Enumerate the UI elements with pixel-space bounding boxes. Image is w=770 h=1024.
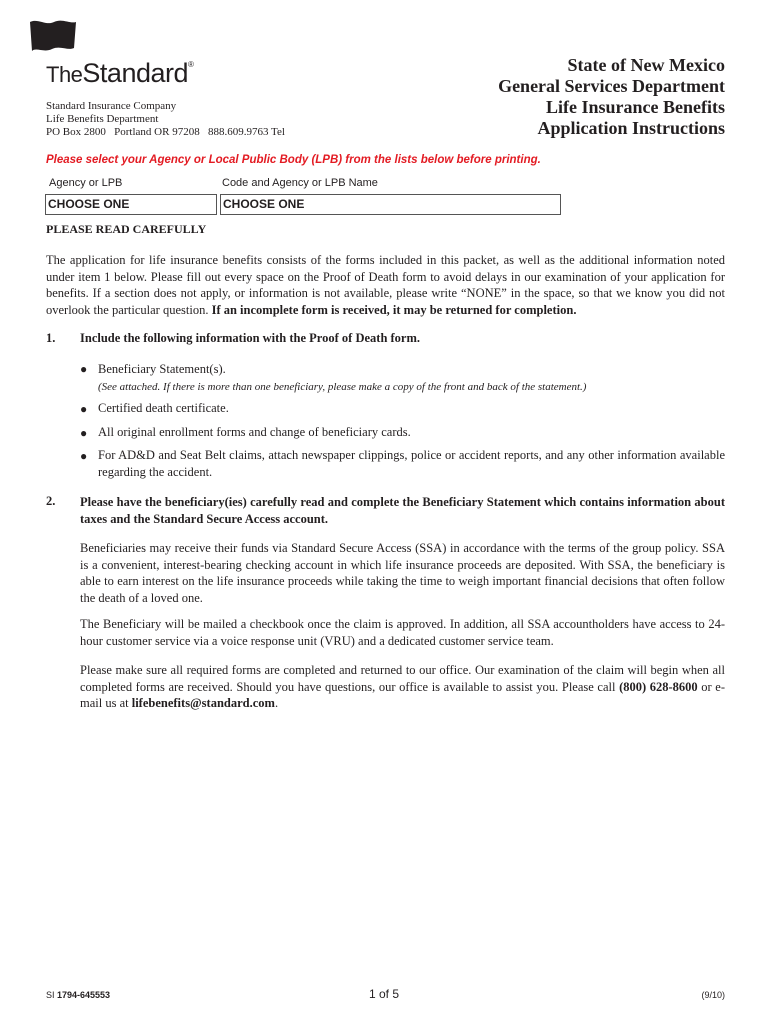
phone-number: (800) 628-8600 (619, 679, 698, 694)
bullet-enrollment-forms: All original enrollment forms and change of beneficiary cards. (98, 425, 411, 439)
page-number: 1 of 5 (369, 987, 400, 1001)
email-link[interactable]: lifebenefits@standard.com (131, 696, 275, 710)
company-address (46, 100, 285, 139)
form-number (46, 990, 110, 1000)
title-line-benefits: Life Insurance Benefits (546, 97, 725, 117)
document-title (498, 55, 725, 139)
form-number-value: 1794-645553 (57, 990, 111, 1000)
contact-text: Please make sure all required forms are completed and returned to our office. Our examination of the claim will begin when all completed forms are received. Should you have questions, our office is available to assist you. Please call (80, 663, 725, 694)
bullet-beneficiary-statement (98, 361, 725, 395)
checkbook-paragraph: The Beneficiary will be mailed a checkbook once the claim is approved. In addition, all SSA accountholders have access to 24-hour customer service via a voice response unit (VRU) and a dedicated customer service team. (80, 617, 725, 648)
bullet-icon: ● (80, 449, 88, 463)
read-carefully-heading: PLEASE READ CAREFULLY (46, 222, 207, 236)
title-line-state: State of New Mexico (567, 55, 725, 75)
standard-logo-wordmark: TheStandard® (46, 58, 194, 88)
company-name: Standard Insurance Company (46, 100, 177, 112)
ssa-paragraph: Beneficiaries may receive their funds via Standard Secure Access (SSA) in accordance with the terms of the group policy. SSA is a convenient, interest-bearing checking account in which life insurance proceeds are deposited. With SSA, the beneficiary is able to earn interest on the life insurance proceeds while taking the time to weigh important financial decisions that often follow the death of a loved one. (80, 541, 725, 605)
contact-text: or e-mail us at (80, 679, 726, 710)
title-line-instructions: Application Instructions (537, 118, 725, 138)
item-1-heading: Include the following information with the Proof of Death form. (80, 331, 421, 345)
contact-text: . (274, 696, 279, 710)
agency-select[interactable]: CHOOSE ONE (45, 194, 217, 215)
item-2-heading: Please have the beneficiary(ies) carefully read and complete the Beneficiary Statement which contains information about taxes and the Standard Secure Access account. (80, 495, 725, 526)
code-label: Code and Agency or LPB Name (222, 177, 378, 189)
bullet-icon: ● (80, 362, 88, 376)
intro-warning: If an incomplete form is received, it may be returned for completion. (211, 302, 577, 317)
revision-date: (9/10) (701, 990, 725, 1000)
intro-text: The application for life insurance benefits consists of the forms included in this packet, as well as the additional information noted under item 1 below. Please fill out every space on the Proof of Death form to avoid delays in our examination of your application for benefits. If a section does not apply, or information is not available, please write “NONE” in the space, so that we know you did not overlook the particular question. (46, 253, 725, 317)
company-contact: PO Box 2800 Portland OR 97208 888.609.9763 Tel (46, 126, 285, 138)
bullet-note: (See attached. If there is more than one beneficiary, please make a copy of the front and back of the statement.) (98, 380, 587, 393)
agency-label: Agency or LPB (49, 177, 123, 189)
item-2-number: 2. (46, 494, 56, 508)
title-line-department: General Services Department (498, 76, 725, 96)
item-1-number: 1. (46, 331, 56, 345)
code-agency-select[interactable]: CHOOSE ONE (220, 194, 561, 215)
intro-paragraph (46, 252, 725, 318)
contact-paragraph (80, 662, 725, 712)
bullet-icon: ● (80, 426, 88, 440)
bullet-death-certificate: Certified death certificate. (98, 401, 229, 415)
bullet-icon: ● (80, 402, 88, 416)
bullet-add-claims: For AD&D and Seat Belt claims, attach newspaper clippings, police or accident reports, and any other information available regarding the accident. (98, 448, 725, 479)
company-department: Life Benefits Department (46, 113, 159, 125)
standard-flag-logo-icon (28, 18, 78, 56)
bullet-text: Beneficiary Statement(s). (98, 362, 226, 376)
print-notice: Please select your Agency or Local Public Body (LPB) from the lists below before printing. (46, 154, 541, 166)
form-number-prefix: SI (46, 990, 58, 1000)
